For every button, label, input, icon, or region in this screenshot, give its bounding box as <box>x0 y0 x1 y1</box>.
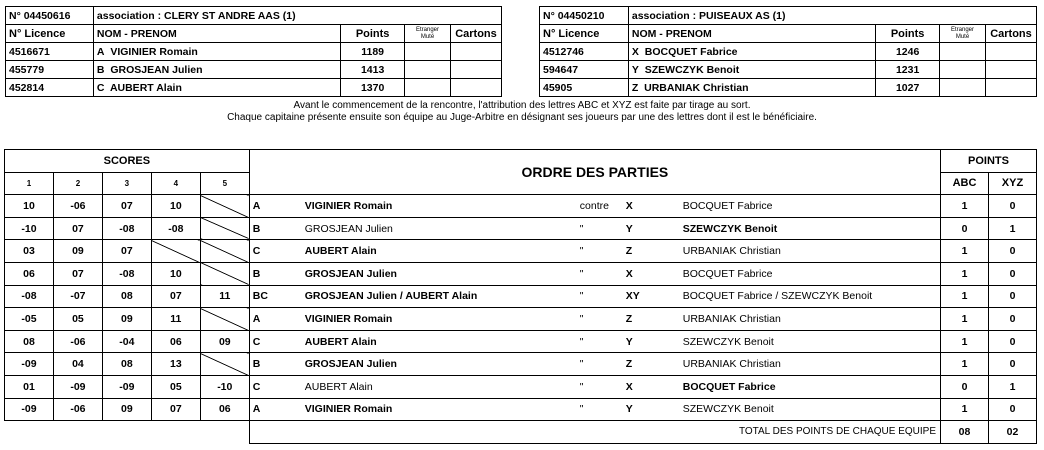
set-score: 09 <box>200 330 249 353</box>
versus: " <box>579 245 584 258</box>
player-row <box>6 79 502 97</box>
set-score: 01 <box>5 375 54 398</box>
player-name: SZEWCZYK Benoit <box>644 63 740 76</box>
set-header: 1 <box>5 172 54 195</box>
game-cell <box>249 353 940 376</box>
game-letter-xyz: Z <box>625 312 633 325</box>
set-score: 13 <box>151 353 200 376</box>
set-score: -06 <box>53 330 102 353</box>
player-cartons <box>985 43 1036 61</box>
game-row <box>5 285 1037 308</box>
player-etranger <box>405 43 451 61</box>
team-right-licence-no: N° 04450210 <box>540 7 629 25</box>
game-cell <box>249 195 940 218</box>
set-score: 07 <box>102 195 151 218</box>
player-points: 1189 <box>341 43 405 61</box>
player-row <box>6 43 502 61</box>
col-mute: Muté <box>420 33 435 40</box>
player-licence: 452814 <box>6 79 94 97</box>
game-cell <box>249 217 940 240</box>
game-letter-xyz: X <box>625 199 633 212</box>
player-letter: X <box>631 45 639 58</box>
game-row <box>5 217 1037 240</box>
set-header: 3 <box>102 172 151 195</box>
player-abc: GROSJEAN Julien <box>304 358 397 371</box>
instructions <box>0 100 1044 124</box>
player-name-cell <box>628 61 875 79</box>
ordre-header: ORDRE DES PARTIES <box>249 150 940 195</box>
game-cell <box>249 330 940 353</box>
col-licence: N° Licence <box>6 25 94 43</box>
set-score: 06 <box>5 262 54 285</box>
points-xyz: 0 <box>988 308 1036 331</box>
game-letter-abc: BC <box>252 290 268 303</box>
game-letter-abc: B <box>252 358 261 371</box>
game-letter-abc: A <box>252 312 261 325</box>
points-xyz: 0 <box>988 353 1036 376</box>
versus: " <box>579 267 584 280</box>
col-cartons: Cartons <box>450 25 501 43</box>
set-score <box>200 308 249 331</box>
set-score <box>200 240 249 263</box>
set-score: -07 <box>53 285 102 308</box>
set-score: -09 <box>102 375 151 398</box>
set-header: 4 <box>151 172 200 195</box>
col-points: Points <box>341 25 405 43</box>
col-etranger-mute <box>940 25 986 43</box>
scores-header: SCORES <box>5 150 250 173</box>
versus: " <box>579 222 584 235</box>
player-xyz: BOCQUET Fabrice <box>682 199 773 212</box>
col-etranger-mute <box>405 25 451 43</box>
set-score: -06 <box>53 195 102 218</box>
player-row <box>540 43 1037 61</box>
game-letter-abc: A <box>252 403 261 416</box>
player-points: 1246 <box>876 43 940 61</box>
player-name: URBANIAK Christian <box>644 81 749 94</box>
player-abc: AUBERT Alain <box>304 245 377 258</box>
player-cartons <box>450 61 501 79</box>
set-score: -04 <box>102 330 151 353</box>
player-xyz: BOCQUET Fabrice <box>682 380 776 393</box>
player-abc: AUBERT Alain <box>304 335 377 348</box>
set-score: 11 <box>151 308 200 331</box>
col-etranger: Etranger <box>951 26 975 33</box>
set-score: 10 <box>151 262 200 285</box>
team-right-table <box>539 6 1037 97</box>
player-xyz: BOCQUET Fabrice / SZEWCZYK Benoit <box>682 290 873 303</box>
points-xyz: 0 <box>988 285 1036 308</box>
set-score: 04 <box>53 353 102 376</box>
game-letter-xyz: XY <box>625 290 640 303</box>
versus: " <box>579 312 584 325</box>
player-etranger <box>405 61 451 79</box>
player-abc: AUBERT Alain <box>304 380 373 393</box>
col-name: NOM - PRENOM <box>628 25 875 43</box>
instructions-line-1: Avant le commencement de la rencontre, l'attribution des lettres ABC et XYZ est faite par tirage au sort. <box>293 100 751 111</box>
points-abc: 1 <box>941 195 989 218</box>
player-row <box>6 61 502 79</box>
player-xyz: SZEWCZYK Benoit <box>682 335 774 348</box>
game-letter-xyz: Y <box>625 403 633 416</box>
points-xyz: 0 <box>988 262 1036 285</box>
points-xyz: 1 <box>988 217 1036 240</box>
player-xyz: URBANIAK Christian <box>682 245 781 258</box>
points-header: POINTS <box>941 150 1037 173</box>
player-etranger <box>940 43 986 61</box>
points-abc: 1 <box>941 398 989 421</box>
game-letter-xyz: X <box>625 380 633 393</box>
player-cartons <box>450 43 501 61</box>
player-licence: 455779 <box>6 61 94 79</box>
col-name: NOM - PRENOM <box>93 25 340 43</box>
game-letter-xyz: Y <box>625 335 633 348</box>
col-points: Points <box>876 25 940 43</box>
set-score: 07 <box>53 217 102 240</box>
game-letter-xyz: Y <box>625 222 633 235</box>
game-row <box>5 262 1037 285</box>
player-name-cell <box>93 61 340 79</box>
set-score: -06 <box>53 398 102 421</box>
team-right-association: association : PUISEAUX AS (1) <box>628 7 1036 25</box>
total-label: TOTAL DES POINTS DE CHAQUE EQUIPE <box>249 421 940 444</box>
points-abc: 1 <box>941 240 989 263</box>
game-letter-abc: C <box>252 380 261 393</box>
set-score: -09 <box>5 398 54 421</box>
points-xyz: 0 <box>988 240 1036 263</box>
versus: " <box>579 403 584 416</box>
set-score: -09 <box>53 375 102 398</box>
set-score: 09 <box>102 308 151 331</box>
set-header: 2 <box>53 172 102 195</box>
set-score <box>200 353 249 376</box>
xyz-header: XYZ <box>988 172 1036 195</box>
set-score <box>200 262 249 285</box>
total-spacer <box>5 421 250 444</box>
game-letter-abc: A <box>252 199 261 212</box>
points-xyz: 0 <box>988 398 1036 421</box>
player-etranger <box>940 79 986 97</box>
col-licence: N° Licence <box>540 25 629 43</box>
player-licence: 4512746 <box>540 43 629 61</box>
player-abc: VIGINIER Romain <box>304 199 393 212</box>
set-score: -10 <box>5 217 54 240</box>
game-row <box>5 308 1037 331</box>
player-abc: GROSJEAN Julien / AUBERT Alain <box>304 290 478 303</box>
player-row <box>540 61 1037 79</box>
player-cartons <box>985 79 1036 97</box>
points-xyz: 0 <box>988 330 1036 353</box>
set-score: 06 <box>200 398 249 421</box>
game-letter-xyz: X <box>625 267 633 280</box>
set-header: 5 <box>200 172 249 195</box>
player-xyz: BOCQUET Fabrice <box>682 267 773 280</box>
player-cartons <box>450 79 501 97</box>
set-score: -08 <box>5 285 54 308</box>
set-score <box>200 217 249 240</box>
game-cell <box>249 262 940 285</box>
col-cartons: Cartons <box>985 25 1036 43</box>
game-letter-abc: B <box>252 267 261 280</box>
set-score: 08 <box>5 330 54 353</box>
set-score: 11 <box>200 285 249 308</box>
versus: " <box>579 358 584 371</box>
player-abc: GROSJEAN Julien <box>304 222 393 235</box>
team-left-licence-no: N° 04450616 <box>6 7 94 25</box>
player-points: 1027 <box>876 79 940 97</box>
player-letter: Y <box>631 63 639 76</box>
set-score: 06 <box>151 330 200 353</box>
set-score: -09 <box>5 353 54 376</box>
total-xyz: 02 <box>988 421 1036 444</box>
versus: " <box>579 380 584 393</box>
set-score: 05 <box>151 375 200 398</box>
set-score: -08 <box>102 217 151 240</box>
player-etranger <box>940 61 986 79</box>
set-score: 03 <box>5 240 54 263</box>
player-name-cell <box>628 79 875 97</box>
player-name: GROSJEAN Julien <box>110 63 203 76</box>
team-left-association: association : CLERY ST ANDRE AAS (1) <box>93 7 501 25</box>
points-abc: 1 <box>941 262 989 285</box>
set-score: -08 <box>151 217 200 240</box>
player-name: VIGINIER Romain <box>110 45 198 58</box>
player-name: AUBERT Alain <box>109 81 182 94</box>
set-score: 10 <box>151 195 200 218</box>
set-score: 08 <box>102 353 151 376</box>
game-row <box>5 240 1037 263</box>
game-letter-xyz: Z <box>625 358 633 371</box>
points-abc: 0 <box>941 217 989 240</box>
set-score: 07 <box>53 262 102 285</box>
points-xyz: 0 <box>988 195 1036 218</box>
versus: " <box>579 335 584 348</box>
set-score: 09 <box>102 398 151 421</box>
player-xyz: SZEWCZYK Benoit <box>682 222 778 235</box>
points-abc: 1 <box>941 353 989 376</box>
player-etranger <box>405 79 451 97</box>
game-cell <box>249 285 940 308</box>
col-etranger: Etranger <box>416 26 440 33</box>
set-score: 07 <box>151 398 200 421</box>
game-cell <box>249 398 940 421</box>
set-score: 08 <box>102 285 151 308</box>
set-score: 07 <box>151 285 200 308</box>
match-sheet-table <box>4 149 1037 444</box>
player-abc: VIGINIER Romain <box>304 312 393 325</box>
set-score: 10 <box>5 195 54 218</box>
set-score: -08 <box>102 262 151 285</box>
player-points: 1231 <box>876 61 940 79</box>
player-xyz: SZEWCZYK Benoit <box>682 403 774 416</box>
player-cartons <box>985 61 1036 79</box>
game-cell <box>249 240 940 263</box>
points-abc: 1 <box>941 308 989 331</box>
total-abc: 08 <box>941 421 989 444</box>
game-cell <box>249 375 940 398</box>
player-xyz: URBANIAK Christian <box>682 358 781 371</box>
player-name-cell <box>628 43 875 61</box>
player-licence: 594647 <box>540 61 629 79</box>
player-licence: 45905 <box>540 79 629 97</box>
points-abc: 0 <box>941 375 989 398</box>
player-letter: A <box>96 45 105 58</box>
set-score <box>151 240 200 263</box>
set-score: -10 <box>200 375 249 398</box>
versus: contre <box>579 199 609 212</box>
game-letter-xyz: Z <box>625 245 633 258</box>
game-row <box>5 398 1037 421</box>
abc-header: ABC <box>941 172 989 195</box>
player-points: 1413 <box>341 61 405 79</box>
player-points: 1370 <box>341 79 405 97</box>
team-left-table <box>5 6 502 97</box>
points-abc: 1 <box>941 285 989 308</box>
player-xyz: URBANIAK Christian <box>682 312 781 325</box>
game-letter-abc: C <box>252 335 261 348</box>
set-score: 05 <box>53 308 102 331</box>
game-row <box>5 195 1037 218</box>
player-name: BOCQUET Fabrice <box>644 45 738 58</box>
versus: " <box>579 290 584 303</box>
set-score: -05 <box>5 308 54 331</box>
game-letter-abc: B <box>252 222 261 235</box>
player-row <box>540 79 1037 97</box>
points-abc: 1 <box>941 330 989 353</box>
game-row <box>5 353 1037 376</box>
player-name-cell <box>93 43 340 61</box>
game-row <box>5 330 1037 353</box>
player-abc: VIGINIER Romain <box>304 403 393 416</box>
points-xyz: 1 <box>988 375 1036 398</box>
set-score <box>200 195 249 218</box>
player-letter: C <box>96 81 105 94</box>
instructions-line-2: Chaque capitaine présente ensuite son équipe au Juge-Arbitre en désignant ses joueurs par une des lettres dont il est le bénéficiaire. <box>227 112 817 123</box>
game-cell <box>249 308 940 331</box>
player-licence: 4516671 <box>6 43 94 61</box>
player-name-cell <box>93 79 340 97</box>
set-score: 07 <box>102 240 151 263</box>
player-letter: B <box>96 63 105 76</box>
game-row <box>5 375 1037 398</box>
player-letter: Z <box>631 81 639 94</box>
player-abc: GROSJEAN Julien <box>304 267 397 280</box>
col-mute: Muté <box>955 33 970 40</box>
set-score: 09 <box>53 240 102 263</box>
game-letter-abc: C <box>252 245 261 258</box>
